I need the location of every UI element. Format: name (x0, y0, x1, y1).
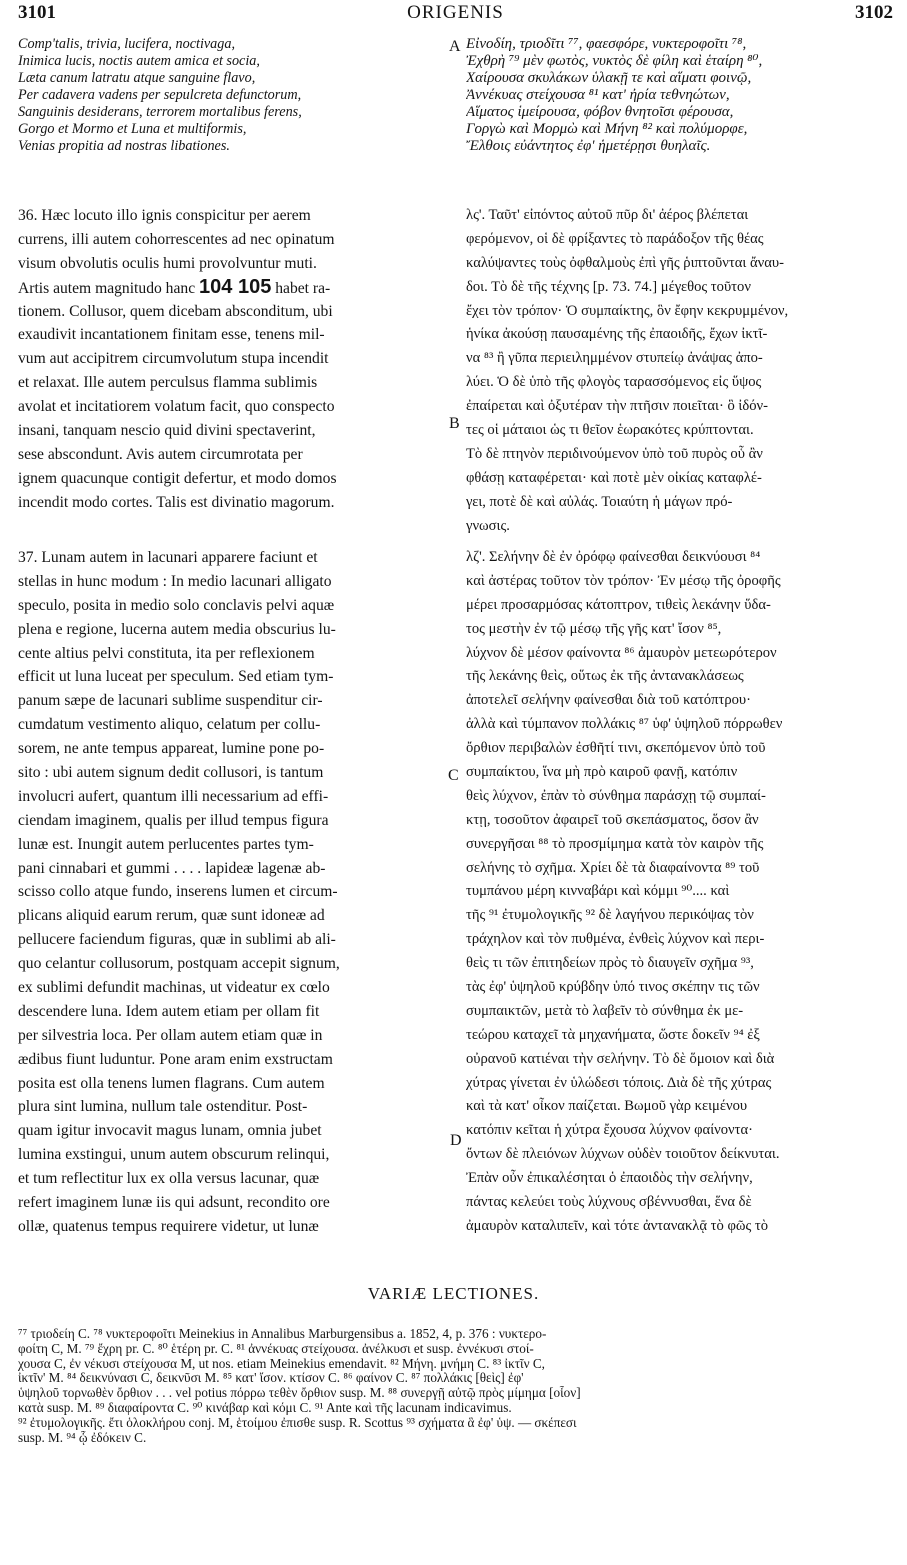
greek-poem-line: Εἰνοδίη, τριοδῖτι ⁷⁷, φαεσφόρε, νυκτεροφοῖτι ⁷⁸, (466, 36, 747, 52)
column-number-right: 3102 (855, 2, 893, 23)
running-header (18, 2, 893, 30)
latin-line: exaudivit incantationem finitam esse, tenens mil- (18, 326, 325, 344)
column-number-left: 3101 (18, 2, 56, 23)
latin-line: sito : ubi autem signum dedit collusori, is tantum (18, 764, 324, 782)
latin-line: ex sublimi defundit machinas, ut videatur ex cœlo (18, 979, 330, 997)
latin-line: et tum reflectitur lux ex olla versus lacunar, quæ (18, 1170, 320, 1188)
greek-line: γνωσις. (466, 517, 510, 534)
greek-line: λζ'. Σελήνην δὲ ἐν ὀρόφῳ φαίνεσθαι δεικνύουσι ⁸⁴ (466, 549, 761, 565)
latin-line: descendere luna. Idem autem etiam per ollam fit (18, 1002, 320, 1020)
latin-line-text: Artis autem magnitudo hanc (18, 279, 196, 297)
greek-poem-line: Ἀννέκυας στείχουσα ⁸¹ κατ' ἠρία τεθνηώτων, (466, 87, 730, 103)
greek-line: καλύψαντες τοὺς ὀφθαλμοὺς ἐπὶ γῆς ῥιπτοῦνται ἄναυ- (466, 254, 784, 271)
latin-line: ciendam imaginem, qualis per illud tempus figura (18, 811, 329, 829)
greek-line: λύει. Ὁ δὲ ὑπὸ τῆς φλογὸς ταρασσόμενος εἰς ὕψος (466, 374, 762, 391)
latin-line: speculo, posita in medio solo conclavis pelvi aquæ (18, 596, 335, 614)
greek-line: συμπαίκτου, ἵνα μὴ πρὸ καιροῦ φανῇ, κατόπιν (466, 764, 738, 781)
latin-line: ignem quacunque contigit defertur, et modo domos (18, 469, 337, 487)
latin-line: tionem. Collusor, quem dicebam absconditum, ubi (18, 302, 333, 320)
greek-line: συνεργῆσαι ⁸⁸ τὸ προσμίμημα κατὰ τὸν καιρὸν τῆς (466, 835, 764, 852)
variae-lectiones-heading: VARIÆ LECTIONES. (367, 1284, 540, 1303)
greek-paragraph-36 (466, 204, 892, 538)
footnote-line: φοίτη C, M. ⁷⁹ ἔχρη pr. C. ⁸⁰ ἑτέρη pr. C. ⁸¹ ἀννέκυας στείχουσα. ἀνέλκυσι et susp. ἐννέκυσι στοί- (18, 1341, 534, 1356)
greek-line: ἀλλὰ καὶ τύμπανον πολλάκις ⁸⁷ ὑφ' ὑψηλοῦ πόρρωθεν (466, 716, 783, 733)
latin-line: plena e regione, lucerna autem media obscurius lu- (18, 620, 336, 638)
footnote-line: χουσα C, ἐν νέκυσι στείχουσα M, ut nos. etiam Meinekius emendavit. ⁸² Μήνη. μνήμη C. ⁸³ ἰκτῖν C, (18, 1356, 545, 1371)
latin-line: avolat et incitatiorem volatum facit, quo conspecto (18, 398, 335, 416)
greek-line: ὄντων δὲ πλειόνων λύχνων οὐδὲν τοιοῦτον δείκνυται. (466, 1146, 780, 1163)
greek-line: θεὶς λύχνον, ἐπὰν τὸ σύνθημα παράσχῃ τῷ συμπαί- (466, 787, 766, 804)
latin-poem (18, 36, 448, 155)
footnote-line: ὑψηλοῦ τορνωθὲν ὄρθιον . . . vel potius πόρρω τεθὲν ὄρθιον susp. M. ⁸⁸ συνεργῇ αὐτῷ πρὸς μίμημα [οἷον] (18, 1386, 581, 1401)
greek-line: λύχνον δὲ μέσον φαίνοντα ⁸⁶ ἀμαυρὸν μετεωρότερον (466, 644, 777, 661)
latin-line: lunæ est. Inungit autem perlucentes partes tym- (18, 835, 314, 853)
greek-poem-line: Χαίρουσα σκυλάκων ὑλακῇ τε καὶ αἵματι φοινῷ, (466, 70, 752, 86)
footnote-line: ⁹² ἐτυμολογικῆς. ἔτι ὁλοκλήρου conj. M, ἑτοίμου ἐπισθε susp. R. Scottus ⁹³ σχήματα ἃ ἐφ' ὑψ. — σκέπεσι (18, 1415, 577, 1430)
latin-line: visum obvolutis oculis humi provolvuntur muti. (18, 254, 317, 272)
latin-poem-line: Comp'talis, trivia, lucifera, noctivaga, (18, 36, 236, 52)
latin-line: efficit ut luna luceat per speculum. Sed etiam tym- (18, 668, 334, 686)
greek-line: τὰς ἐφ' ὑψηλοῦ κρύβδην ὑπό τινος σκέπην τις τῶν (466, 979, 760, 996)
greek-poem-line: Αἵματος ἱμείρουσα, φόβον θνητοῖσι φέρουσα, (466, 104, 734, 120)
greek-line: καὶ τὰ κατ' οἶκον παίζεται. Βωμοῦ γὰρ κειμένου (466, 1098, 748, 1115)
latin-line: plura sint lumina, nullum tale ostenditur. Post- (18, 1098, 308, 1116)
latin-line: quo celantur collusorum, postquam accepit signum, (18, 955, 340, 973)
latin-line: sorem, ne ante tempus appareat, lumine pone po- (18, 740, 325, 758)
margin-letter-a: A (449, 38, 461, 55)
greek-line: τράχηλον καὶ τὸν πυθμένα, ἐνθεὶς λύχνον καὶ περι- (466, 931, 765, 948)
latin-line: currens, illi autem cohorrescentes ad nec opinatum (18, 230, 335, 248)
greek-line: δοι. Τὸ δὲ τῆς τέχνης [p. 73. 74.] μέγεθος τοῦτον (466, 278, 751, 295)
page-reference: 104 105 (199, 275, 272, 298)
latin-line: vum aut accipitrem circumvolutum stupa incendit (18, 350, 329, 368)
margin-letter-b: B (449, 415, 460, 432)
latin-line: incendit modo cortes. Talis est divinatio magorum. (18, 493, 335, 511)
greek-line: τες οἱ μάταιοι ὡς τι θεῖον ἑωρακότες κρύπτονται. (466, 422, 754, 439)
greek-line: τῆς ⁹¹ ἐτυμολογικῆς ⁹² δὲ λαγήνου περικόψας τὸν (466, 907, 754, 924)
greek-line: φερόμενον, οἱ δὲ φρίξαντες τὸ παράδοξον τῆς θέας (466, 230, 764, 247)
latin-line: quam igitur invocavit magus lunam, omnia jubet (18, 1122, 322, 1140)
latin-line: cumdatum vestimento aliquo, celatum per collu- (18, 716, 321, 734)
footnotes (18, 1327, 898, 1445)
latin-line: plicans aliquid earum rerum, quæ sunt idoneæ ad (18, 907, 325, 925)
latin-line: refert imaginem lunæ iis qui adsunt, recondito ore (18, 1194, 330, 1212)
greek-line: γει, ποτὲ δὲ καὶ αὐλάς. Τοιαύτη ἡ μάγων πρό- (466, 493, 733, 510)
greek-line: χύτρας γίνεται ἐν ὑλώδεσι τόποις. Διὰ δὲ τῆς χύτρας (466, 1074, 772, 1091)
greek-line: τεώρου καταχεῖ τὰ μηχανήματα, ὥστε δοκεῖν ⁹⁴ ἐξ (466, 1026, 760, 1043)
latin-line: 37. Lunam autem in lacunari apparere faciunt et (18, 549, 318, 566)
running-title: ORIGENIS (407, 2, 504, 23)
greek-line: τος μεστὴν ἐν τῷ μέσῳ τῆς γῆς κατ' ἴσον ⁸⁵, (466, 620, 722, 637)
footnote-line: ἰκτῖν' M. ⁸⁴ δεικνύνασι C, δεικνῦσι M. ⁸⁵ κατ' ἴσον. κτίσον C. ⁸⁶ φαίνον C. ⁸⁷ πολλάκις [θεὶς] ἐφ' (18, 1371, 524, 1386)
greek-poem-line: Ἔλθοις εὐάντητος ἐφ' ἡμετέρῃσι θυηλαῖς. (466, 138, 711, 154)
footnote-line: κατὰ susp. M. ⁸⁹ διαφαίροντα C. ⁹⁰ κινάβαρ καὶ κόμι C. ⁹¹ Ante καὶ τῆς lacunam indicavimus. (18, 1400, 512, 1415)
latin-line: pani cinnabari et gummi . . . . lapideæ lagenæ ab- (18, 859, 326, 877)
greek-line: σελήνης τὸ σχῆμα. Χρίει δὲ τὰ διαφαίνοντα ⁸⁹ τοῦ (466, 859, 760, 876)
footnote-line: ⁷⁷ τριοδείη C. ⁷⁸ νυκτεροφοῖτι Meinekius in Annalibus Marburgensibus a. 1852, 4, p. 376 : νυκτερο- (18, 1327, 547, 1341)
greek-line: ἐπαίρεται καὶ ὀξυτέραν τὴν πτῆσιν ποιεῖται· ὃ ἰδόν- (466, 398, 768, 415)
greek-line: λς'. Ταῦτ' εἰπόντος αὐτοῦ πῦρ δι' ἀέρος βλέπεται (466, 207, 749, 223)
latin-line: ollæ, quatenus tempus requirere videtur, ut lunæ (18, 1217, 319, 1235)
greek-poem (466, 36, 892, 155)
greek-line: κτῃ, τοσοῦτον ἀφαιρεῖ τοῦ σκεπάσματος, ὅσον ἂν (466, 811, 759, 828)
latin-poem-line: Sanguinis desiderans, terrorem mortalibus ferens, (18, 104, 302, 120)
latin-line: insani, tanquam nescio quid divini spectaverint, (18, 422, 316, 440)
latin-poem-line: Venias propitia ad nostras libationes. (18, 138, 230, 154)
greek-line: συμπαικτῶν, μετὰ τὸ λαβεῖν τὸ σύνθημα ἐκ με- (466, 1002, 744, 1019)
greek-poem-line: Ἐχθρὴ ⁷⁹ μὲν φωτὸς, νυκτὸς δὲ φίλη καὶ ἑταίρη ⁸⁰, (466, 53, 763, 69)
greek-line: κατόπιν κεῖται ἡ χύτρα ἔχουσα λύχνον φαίνοντα· (466, 1122, 753, 1139)
greek-line: ἀποτελεῖ σελήνην φαίνεσθαι διὰ τοῦ κατόπτρου· (466, 692, 751, 709)
greek-line: ἡνίκα ἀκούσῃ παυσαμένης τῆς ἐπαοιδῆς, ἔχων ἰκτῖ- (466, 326, 768, 343)
greek-line: ἔχει τὸν τρόπον· Ὁ συμπαίκτης, ὃν ἔφην κεκρυμμένον, (466, 302, 789, 319)
footnote-line: susp. M. ⁹⁴ ᾧ ἐδόκειν C. (18, 1430, 147, 1445)
greek-line: καὶ ἀστέρας τοῦτον τὸν τρόπον· Ἐν μέσῳ τῆς ὀροφῆς (466, 572, 781, 589)
latin-line: sese abscondunt. Avis autem circumrotata per (18, 445, 303, 463)
latin-line: et relaxat. Ille autem perculsus flamma sublimis (18, 374, 318, 392)
latin-paragraph-36 (18, 204, 448, 515)
greek-line: Τὸ δὲ πτηνὸν περιδινούμενον ὑπὸ τοῦ πυρὸς οὗ ἂν (466, 445, 763, 462)
margin-letter-d: D (450, 1132, 462, 1149)
latin-line: posita est olla tenens lumen flagrans. Cum autem (18, 1074, 325, 1092)
greek-paragraph-37 (466, 546, 892, 1239)
greek-line: να ⁸³ ἢ γῦπα περιειλημμένον στυπείῳ ἀνάψας ἀπο- (466, 350, 763, 367)
latin-line-text: habet ra- (271, 279, 331, 297)
latin-poem-line: Gorgo et Mormo et Luna et multiformis, (18, 121, 247, 137)
latin-line: scisso collo atque fundo, inserens lumen et circum- (18, 883, 338, 901)
margin-letter-c: C (448, 767, 459, 784)
latin-paragraph-37 (18, 546, 448, 1239)
latin-line: per silvestria loca. Per ollam autem etiam quæ in (18, 1026, 323, 1044)
latin-line: ædibus fiunt luduntur. Pone aram enim exstructam (18, 1050, 333, 1068)
greek-line: ἀμαυρὸν καταλιπεῖν, καὶ τότε ἀντανακλᾷ τὸ φῶς τὸ (466, 1217, 769, 1234)
latin-line: panum sæpe de lacunari sublime suspenditur cir- (18, 692, 323, 710)
greek-line: τῆς λεκάνης θεὶς, οὕτως ἐκ τῆς ἀντανακλάσεως (466, 668, 744, 685)
greek-line: μέρει προσαρμόσας κάτοπτρον, τιθεὶς λεκάνην ὕδα- (466, 596, 771, 613)
greek-line: Ἐπὰν οὖν ἐπικαλέσηται ὁ ἐπαοιδὸς τὴν σελήνην, (466, 1170, 753, 1187)
latin-line: pellucere faciendum figuras, quæ in sublimi ab ali- (18, 931, 336, 949)
latin-poem-line: Læta canum latratu atque sanguine flavo, (18, 70, 256, 86)
latin-line: stellas in hunc modum : In medio lacunari alligato (18, 572, 332, 590)
greek-poem-line: Γοργὼ καὶ Μορμὼ καὶ Μήνη ⁸² καὶ πολύμορφε, (466, 121, 748, 137)
greek-line: τυμπάνου μέρη κινναβάρι καὶ κόμμι ⁹⁰.... καὶ (466, 883, 730, 900)
latin-line-with-page-ref (18, 276, 448, 300)
greek-line: φθάσῃ καταφέρεται· καὶ ποτὲ μὲν οἰκίας καταφλέ- (466, 469, 762, 486)
latin-line: 36. Hæc locuto illo ignis conspicitur per aerem (18, 207, 311, 224)
latin-line: lumina exstingui, unum autem obscurum relinqui, (18, 1146, 330, 1164)
latin-line: cente altius pelvi constituta, ita per reflexionem (18, 644, 315, 662)
latin-poem-line: Per cadavera vadens per sepulcreta defunctorum, (18, 87, 302, 103)
latin-poem-line: Inimica lucis, noctis autem amica et socia, (18, 53, 260, 69)
greek-line: θεὶς τι τῶν ἐπιτηδείων πρὸς τὸ διαυγεῖν σχῆμα ⁹³, (466, 955, 754, 972)
greek-line: πάντας κελεύει τοὺς λύχνους σβέννυσθαι, ἕνα δὲ (466, 1194, 752, 1211)
latin-line: involucri aufert, quantum illi necessarium ad effi- (18, 787, 329, 805)
greek-line: ὄρθιον περιβαλὼν ἐσθῆτί τινι, σκεπόμενον ὑπὸ τοῦ (466, 740, 766, 757)
greek-line: οὐρανοῦ κατιέναι τὴν σελήνην. Τὸ δὲ ὅμοιον καὶ διὰ (466, 1050, 775, 1067)
